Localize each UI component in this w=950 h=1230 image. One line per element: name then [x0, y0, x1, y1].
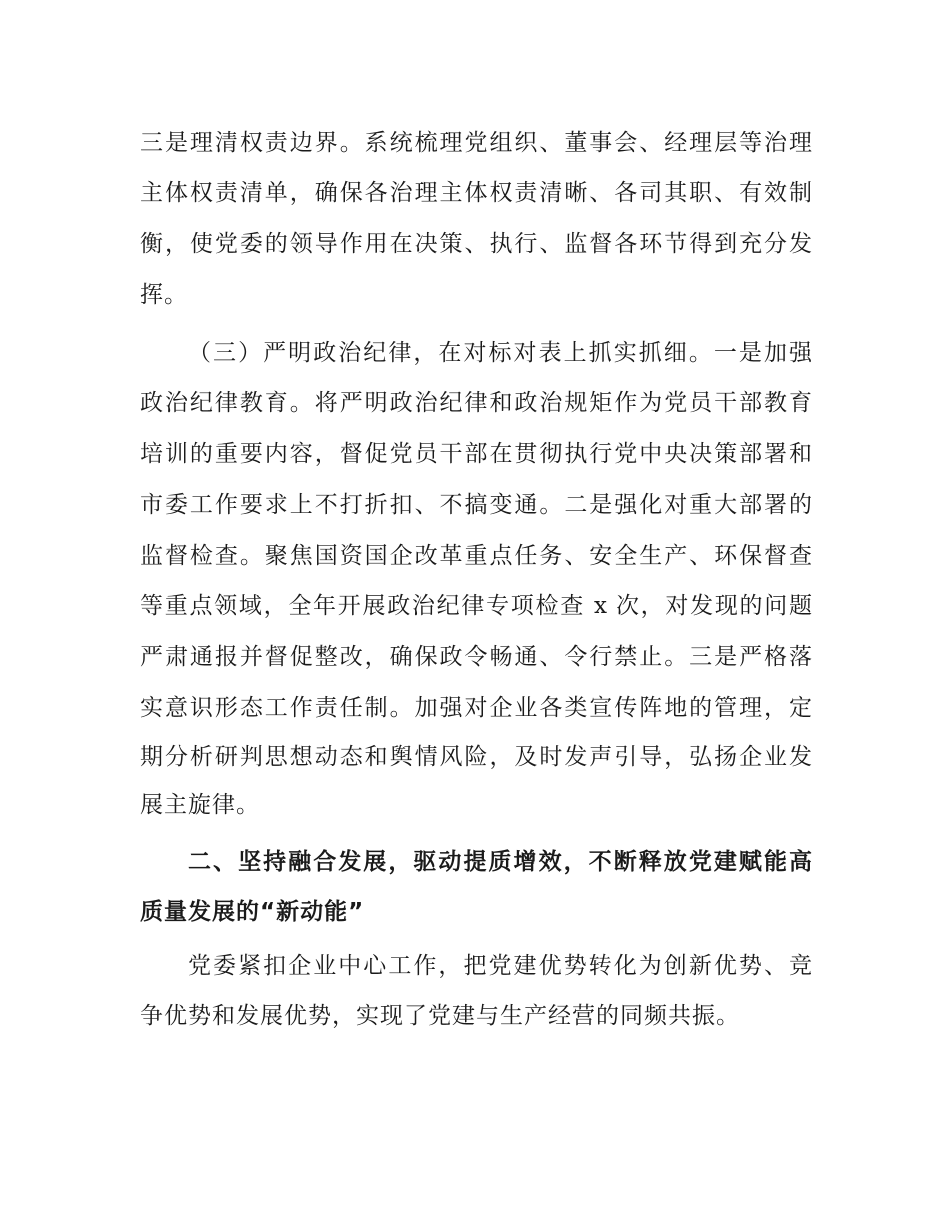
text-line: 严肃通报并督促整改，确保政令畅通、令行禁止。三是严格落: [140, 644, 812, 670]
text-line: 争优势和发展优势，实现了党建与生产经营的同频共振。: [140, 1003, 740, 1029]
text-line: 市委工作要求上不打折扣、不搞变通。二是强化对重大部署的: [140, 492, 812, 518]
text-line: 挥。: [140, 282, 188, 308]
heading-line: 质量发展的“新动能”: [140, 899, 365, 925]
text-line: 展主旋律。: [140, 792, 260, 818]
text-line: 政治纪律教育。将严明政治纪律和政治规矩作为党员干部教育: [140, 390, 812, 416]
text-line: 培训的重要内容，督促党员干部在贯彻执行党中央决策部署和: [140, 441, 812, 467]
heading-line: 二、坚持融合发展，驱动提质增效，不断释放党建赋能高: [188, 849, 812, 875]
text-line: 期分析研判思想动态和舆情风险，及时发声引导，弘扬企业发: [140, 744, 812, 770]
text-line: 党委紧扣企业中心工作，把党建优势转化为创新优势、竞: [188, 953, 812, 979]
text-line: 三是理清权责边界。系统梳理党组织、董事会、经理层等治理: [140, 130, 812, 156]
text-line: 衡，使党委的领导作用在决策、执行、监督各环节得到充分发: [140, 231, 812, 257]
text-line: 实意识形态工作责任制。加强对企业各类宣传阵地的管理，定: [140, 695, 812, 721]
text-line: （三）严明政治纪律，在对标对表上抓实抓细。一是加强: [188, 340, 812, 366]
text-line: 监督检查。聚焦国资国企改革重点任务、安全生产、环保督查: [140, 543, 812, 569]
text-line: 等重点领域，全年开展政治纪律专项检查 x 次，对发现的问题: [140, 593, 812, 619]
text-line: 主体权责清单，确保各治理主体权责清晰、各司其职、有效制: [140, 180, 812, 206]
